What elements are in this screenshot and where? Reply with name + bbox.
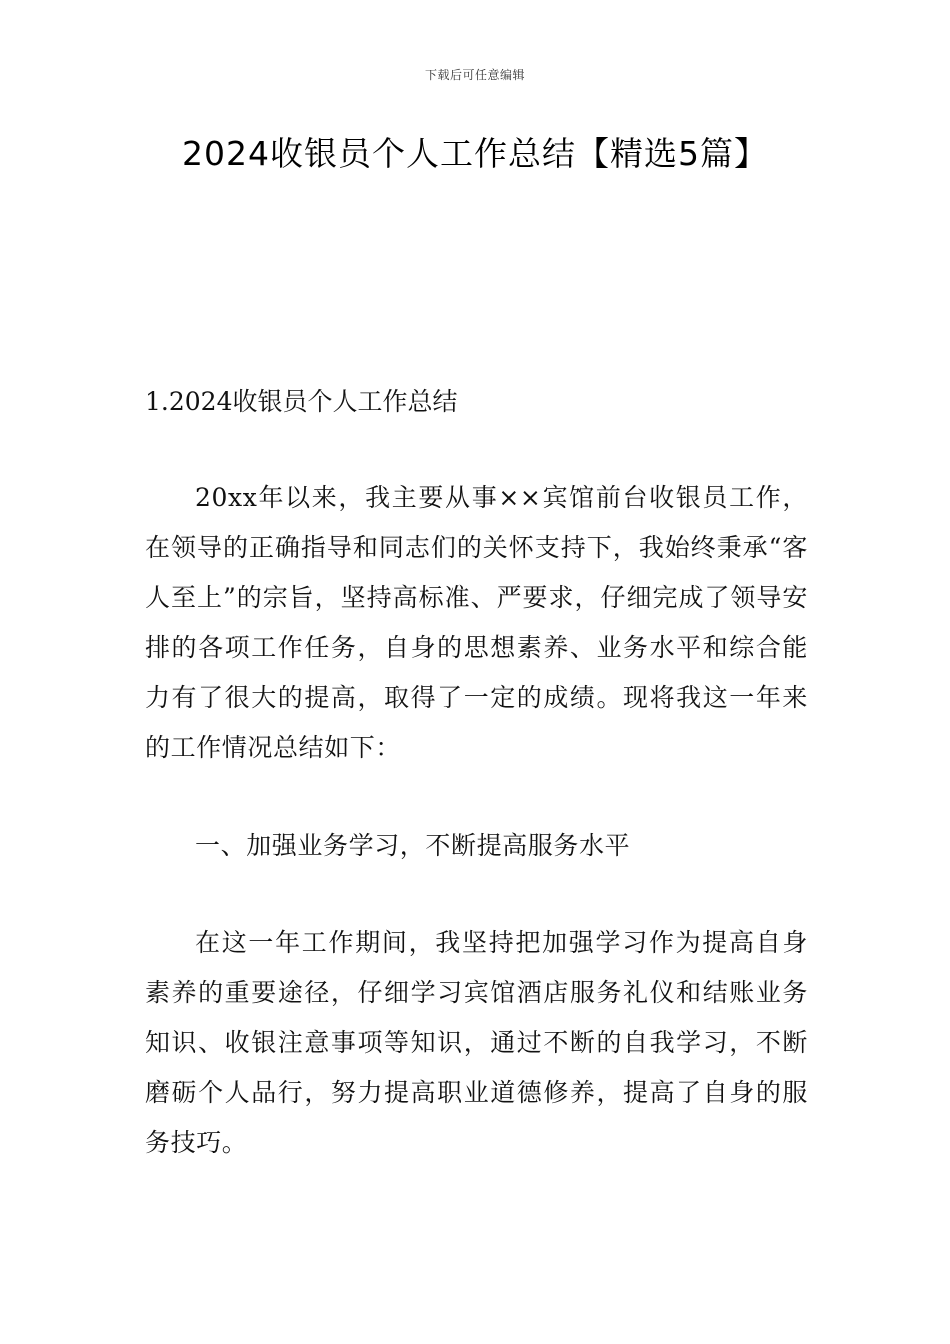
document-title: 2024收银员个人工作总结【精选5篇】	[182, 134, 768, 173]
subheading-study: 一、加强业务学习，不断提高服务水平	[195, 831, 631, 860]
study-paragraph: 在这一年工作期间，我坚持把加强学习作为提高自身素养的重要途径，仔细学习宾馆酒店服务礼仪和结账业务知识、收银注意事项等知识，通过不断的自我学习，不断磨砺个人品行，努力提高职业道德修养，提高了自身的服务技巧。	[145, 928, 808, 1157]
download-note: 下载后可任意编辑	[424, 68, 525, 82]
section-title: 1.2024收银员个人工作总结	[145, 387, 458, 416]
intro-paragraph: 20xx年以来，我主要从事××宾馆前台收银员工作，在领导的正确指导和同志们的关怀支持下，我始终秉承“客人至上”的宗旨，坚持高标准、严要求，仔细完成了领导安排的各项工作任务，自身的思想素养、业务水平和综合能力有了很大的提高，取得了一定的成绩。现将我这一年来的工作情况总结如下：	[145, 483, 808, 762]
